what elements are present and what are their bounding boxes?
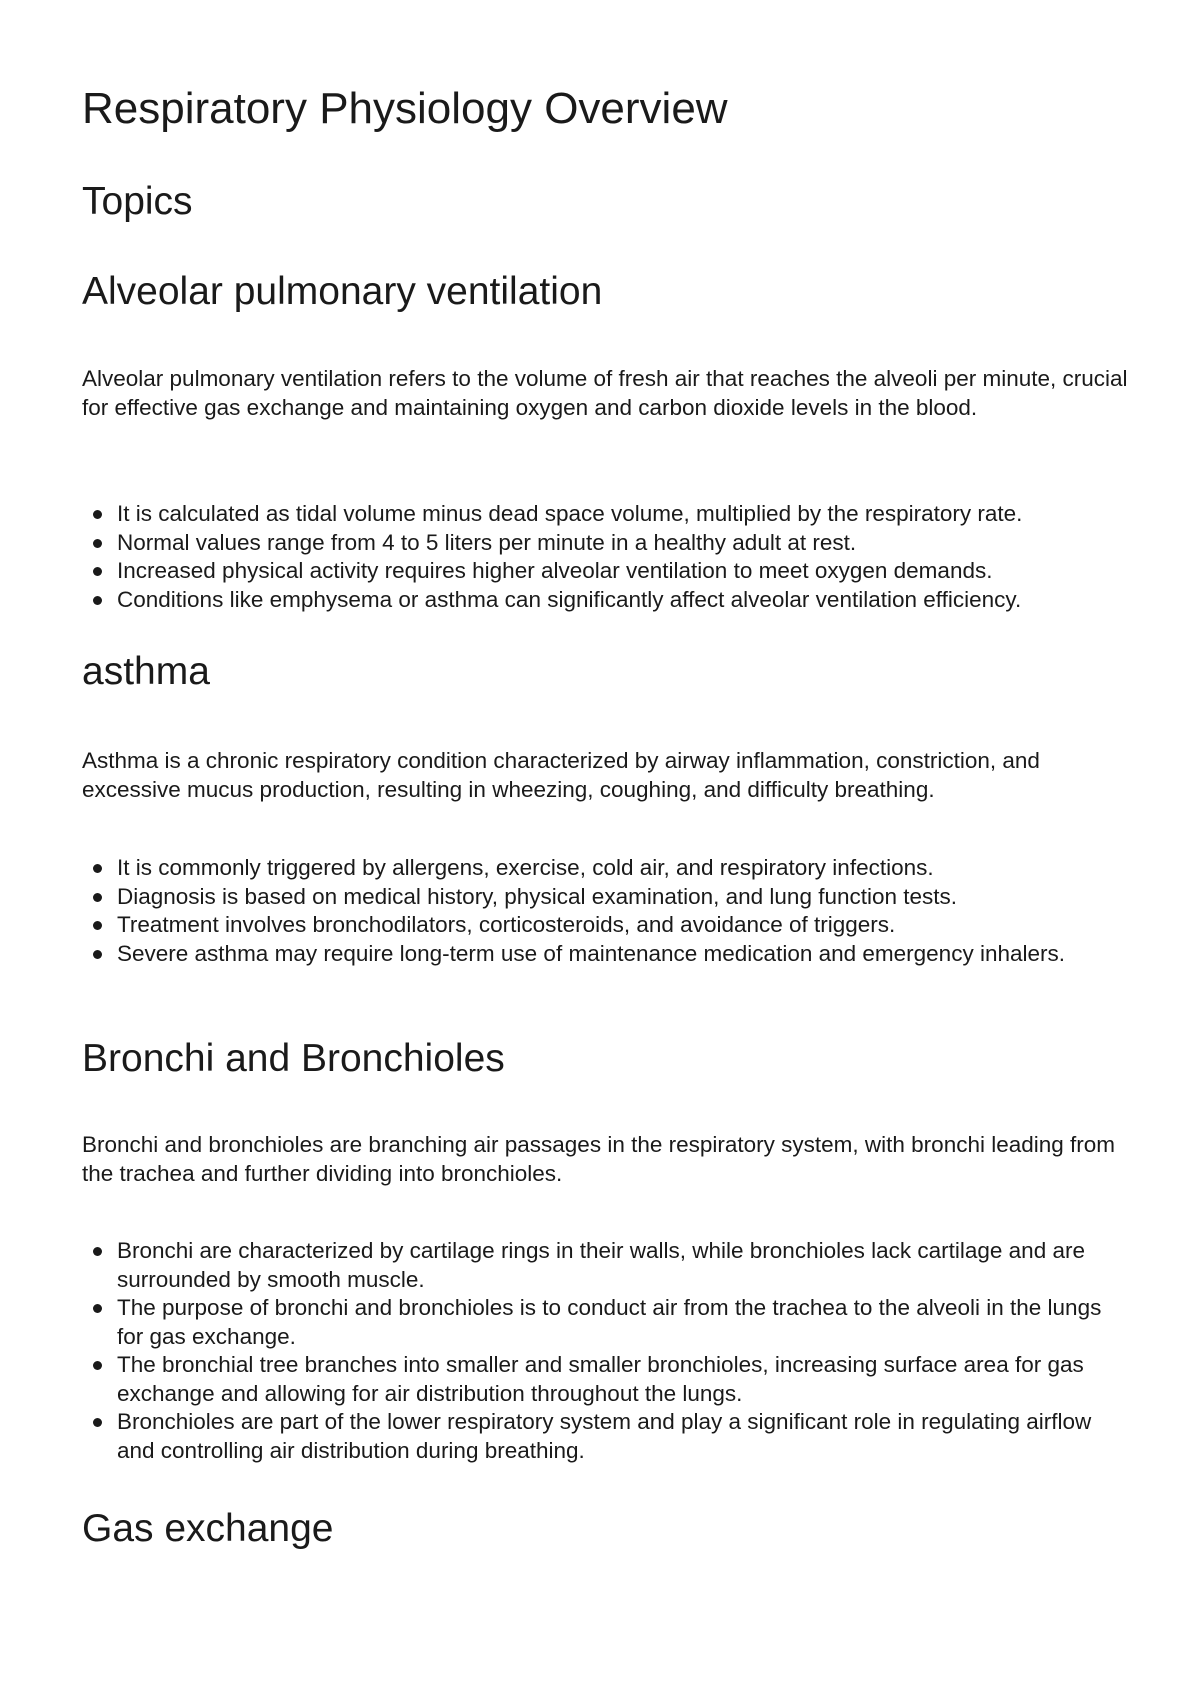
- list-item: Severe asthma may require long-term use of maintenance medication and emergency inhalers.: [82, 940, 1132, 969]
- bullet-list-bronchi: [82, 1237, 1132, 1465]
- list-item: The purpose of bronchi and bronchioles is to conduct air from the trachea to the alveoli in the lungs for gas exchange.: [82, 1294, 1132, 1351]
- list-item: Normal values range from 4 to 5 liters per minute in a healthy adult at rest.: [82, 529, 1132, 558]
- section-heading-bronchi: Bronchi and Bronchioles: [82, 1037, 505, 1080]
- bullet-list-alveolar-ventilation: [82, 500, 1132, 614]
- list-item: Bronchioles are part of the lower respiratory system and play a significant role in regulating airflow and controlling air distribution during breathing.: [82, 1408, 1132, 1465]
- bullet-list-asthma: [82, 854, 1132, 968]
- section-heading-gas-exchange: Gas exchange: [82, 1507, 334, 1550]
- list-item: The bronchial tree branches into smaller and smaller bronchioles, increasing surface area for gas exchange and allowing for air distribution throughout the lungs.: [82, 1351, 1132, 1408]
- list-item: It is calculated as tidal volume minus dead space volume, multiplied by the respiratory rate.: [82, 500, 1132, 529]
- list-item: Diagnosis is based on medical history, physical examination, and lung function tests.: [82, 883, 1132, 912]
- document-title: Respiratory Physiology Overview: [82, 84, 728, 133]
- section-description-bronchi: Bronchi and bronchioles are branching air passages in the respiratory system, with bronchi leading from the trachea and further dividing into bronchioles.: [82, 1132, 1116, 1186]
- list-item: Increased physical activity requires higher alveolar ventilation to meet oxygen demands.: [82, 557, 1132, 586]
- section-heading-alveolar-ventilation: Alveolar pulmonary ventilation: [82, 270, 603, 313]
- list-item: Bronchi are characterized by cartilage rings in their walls, while bronchioles lack cartilage and are surrounded by smooth muscle.: [82, 1237, 1132, 1294]
- section-heading-asthma: asthma: [82, 650, 210, 693]
- section-description-alveolar-ventilation: Alveolar pulmonary ventilation refers to the volume of fresh air that reaches the alveoli per minute, crucial for effective gas exchange and maintaining oxygen and carbon dioxide levels in the blood.: [82, 366, 1128, 420]
- list-item: Treatment involves bronchodilators, corticosteroids, and avoidance of triggers.: [82, 911, 1132, 940]
- section-description-asthma: Asthma is a chronic respiratory condition characterized by airway inflammation, constriction, and excessive mucus production, resulting in wheezing, coughing, and difficulty breathing.: [82, 748, 1040, 802]
- list-item: Conditions like emphysema or asthma can significantly affect alveolar ventilation efficiency.: [82, 586, 1132, 615]
- topics-heading: Topics: [82, 180, 193, 223]
- list-item: It is commonly triggered by allergens, exercise, cold air, and respiratory infections.: [82, 854, 1132, 883]
